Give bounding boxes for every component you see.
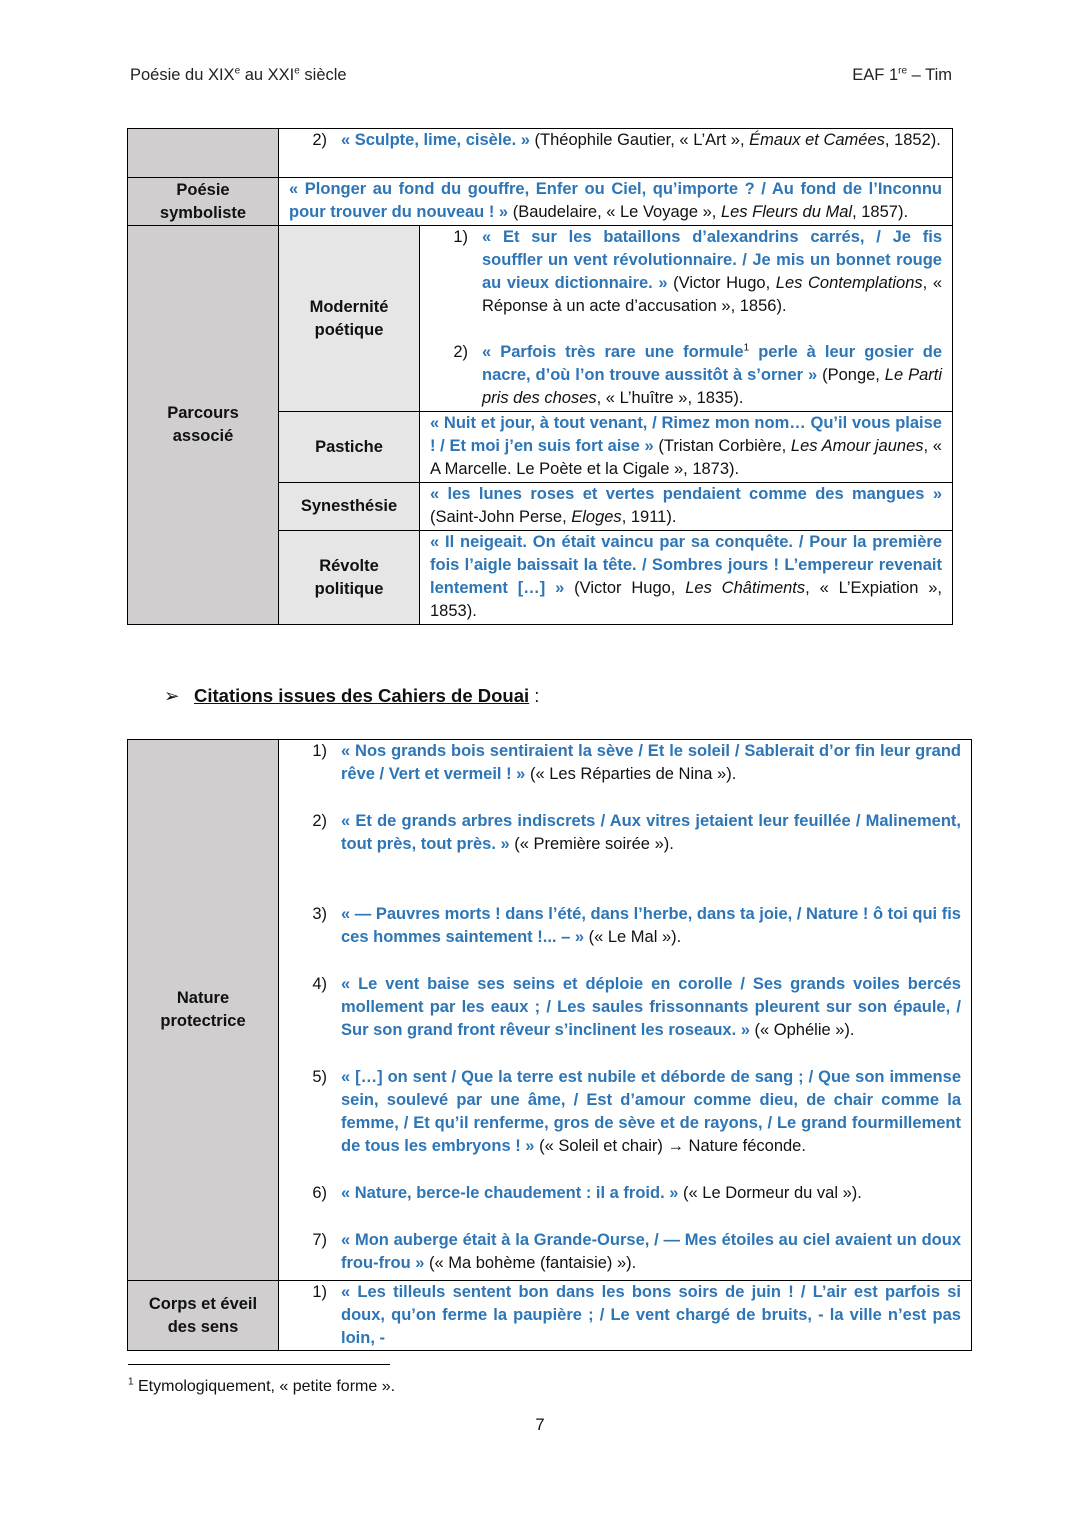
table-row	[128, 1281, 972, 1351]
subcategory-synesthesie: Synesthésie	[279, 483, 420, 531]
category-poesie-symboliste: Poésie symboliste	[128, 178, 279, 226]
quote-number: 2)	[312, 131, 327, 149]
subcategory-pastiche: Pastiche	[279, 412, 420, 483]
arrow-bullet-icon: ➢	[164, 685, 180, 706]
footnote-separator	[128, 1364, 390, 1365]
numbered-quote: 2) « Parfois très rare une formule$^1$ perle à leur gosier de nacre, d’où l’on trouve aussitôt à s’orner » (Ponge, Le Parti pris des choses, « L’huître », 1835).	[430, 341, 942, 410]
table-row	[128, 129, 953, 178]
numbered-quote	[289, 740, 961, 786]
numbered-quote	[289, 903, 961, 949]
numbered-quote	[289, 1066, 961, 1158]
numbered-quote	[289, 810, 961, 856]
quote-number: 6)	[312, 1184, 327, 1202]
footnote: $^1$ Etymologiquement, « petite forme ».	[128, 1376, 396, 1395]
quote-text: « Les tilleuls sentent bon dans les bons soirs de juin ! / L’air est parfois si doux, qu’on ferme la paupière ; / Le vent chargé de bruits, - la ville n’est pas loin, -	[341, 1283, 961, 1347]
quote-text: « Le vent baise ses seins et déploie en corolle / Ses grands voiles bercés mollement par les eaux ; / Les saules frissonnants pleurent sur son épaule, / Sur son grand front rêveur s’inclinent les roseaux. »	[341, 975, 961, 1039]
quote-number: 1)	[453, 228, 468, 246]
running-header-right: EAF 1re – Tim	[852, 65, 952, 84]
quote-text: « […] on sent / Que la terre est nubile et déborde de sang ; / Que son immense sein, soulevé par une âme, / Est d’amour comme dieu, de chair comme la femme, / Et qu’il renferme, gros de sève et de rayons, / Le grand fourmillement de tous les embryons ! »	[341, 1068, 961, 1155]
quote-text: « Parfois très rare une formule	[482, 343, 744, 361]
quote-number: 3)	[312, 905, 327, 923]
numbered-quote	[289, 973, 961, 1042]
quote-text: « Et de grands arbres indiscrets / Aux vitres jetaient leur feuillée / Malinement, tout près, tout près. »	[341, 812, 961, 853]
subcategory-modernite-poetique: Modernité poétique	[279, 226, 420, 412]
quote-text: « Il neigeait. On était vaincu par sa conquête. / Pour la première fois l’aigle baissait la tête. / Sombres jours ! L’empereur revenait lentement […] »	[430, 533, 942, 597]
quote-reference: (« Les Réparties de Nina »).	[525, 765, 737, 783]
quote-number: 1)	[312, 1283, 327, 1301]
subcategory-revolte-politique: Révolte politique	[279, 531, 420, 625]
quote-cell	[279, 1281, 972, 1351]
quote-number: 7)	[312, 1231, 327, 1249]
quote-number: 5)	[312, 1068, 327, 1086]
category-cell-empty	[128, 129, 279, 178]
footnote-ref[interactable]: 1	[743, 342, 750, 354]
quote-text: « Nuit et jour, à tout venant, / Rimez mon nom… Qu’il vous plaise ! / Et moi j’en suis fort aise »	[430, 414, 942, 455]
category-corps-eveil-sens: Corps et éveil des sens	[128, 1281, 279, 1351]
quote-cell: « les lunes roses et vertes pendaient comme des mangues » (Saint-John Perse, Eloges, 1911).	[420, 483, 953, 531]
quote-number: 1)	[312, 742, 327, 760]
numbered-quote	[289, 1182, 961, 1205]
category-nature-protectrice: Nature protectrice	[128, 740, 279, 1281]
section-heading: ➢ Citations issues des Cahiers de Douai :	[164, 685, 540, 706]
quotes-table-cahiers-de-douai	[127, 739, 972, 1351]
table-row	[128, 178, 953, 226]
quote-reference: (« Le Dormeur du val »).	[678, 1184, 862, 1202]
quote-reference: (« Ophélie »).	[749, 1021, 855, 1039]
running-header-left: Poésie du XIXe au XXIe siècle	[130, 65, 347, 84]
quote-cell: « Il neigeait. On était vaincu par sa conquête. / Pour la première fois l’aigle baissait la tête. / Sombres jours ! L’empereur revenait lentement […] » (Victor Hugo, Les Châtiments, « L’Expiation », 1853).	[420, 531, 953, 625]
category-parcours-associe: Parcours associé	[128, 226, 279, 625]
numbered-quote: 2) « Sculpte, lime, cisèle. » (Théophile Gautier, « L’Art », Émaux et Camées, 1852).	[289, 129, 942, 152]
quote-text: « les lunes roses et vertes pendaient comme des mangues »	[430, 485, 942, 503]
quote-cell	[279, 129, 953, 178]
quote-text: « Mon auberge était à la Grande-Ourse, / — Mes étoiles au ciel avaient un doux frou-frou »	[341, 1231, 961, 1272]
numbered-quote: 1) « Et sur les bataillons d’alexandrins carrés, / Je fis souffler un vent révolutionnaire. / Je mis un bonnet rouge au vieux dictionnaire. » (Victor Hugo, Les Contemplations, « Réponse à un acte d’accusation », 1856).	[430, 226, 942, 318]
quote-cell: « Plonger au fond du gouffre, Enfer ou Ciel, qu’importe ? / Au fond de l’Inconnu pour trouver du nouveau ! » (Baudelaire, « Le Voyage », Les Fleurs du Mal, 1857).	[279, 178, 953, 226]
quote-text: « Nature, berce-le chaudement : il a froid. »	[341, 1184, 679, 1202]
quote-text: « — Pauvres morts ! dans l’été, dans l’herbe, dans ta joie, / Nature ! ô toi qui fis ces hommes saintement !... – »	[341, 905, 961, 946]
quote-cell	[420, 226, 953, 412]
section-title: Citations issues des Cahiers de Douai	[194, 685, 530, 706]
quote-text: « Sculpte, lime, cisèle. »	[341, 131, 530, 149]
page-number: 7	[535, 1416, 545, 1434]
quote-cell	[279, 740, 972, 1281]
quote-reference: (« Ma bohème (fantaisie) »).	[424, 1254, 637, 1272]
table-row	[128, 740, 972, 1281]
quote-list	[289, 740, 961, 1275]
quote-reference: (« Première soirée »).	[509, 835, 674, 853]
quotes-table-poetry	[127, 128, 953, 625]
quote-text: « Et sur les bataillons d’alexandrins carrés, / Je fis souffler un vent révolutionnaire. / Je mis un bonnet rouge au vieux dictionnaire. »	[482, 228, 942, 292]
quote-number: 4)	[312, 975, 327, 993]
quote-reference: (« Soleil et chair) → Nature féconde.	[534, 1137, 806, 1155]
quote-text: « Nos grands bois sentiraient la sève / Et le soleil / Sablerait d’or fin leur grand rêve / Vert et vermeil ! »	[341, 742, 961, 783]
numbered-quote	[289, 1229, 961, 1275]
quote-cell: « Nuit et jour, à tout venant, / Rimez mon nom… Qu’il vous plaise ! / Et moi j’en suis fort aise » (Tristan Corbière, Les Amour jaunes, « A Marcelle. Le Poète et la Cigale », 1873).	[420, 412, 953, 483]
quote-text: « Plonger au fond du gouffre, Enfer ou Ciel, qu’importe ? / Au fond de l’Inconnu pour trouver du nouveau ! »	[289, 180, 942, 221]
table-row	[128, 226, 953, 412]
quote-number: 2)	[312, 812, 327, 830]
quote-reference: (« Le Mal »).	[584, 928, 682, 946]
numbered-quote	[289, 1281, 961, 1350]
quote-number: 2)	[453, 343, 468, 361]
